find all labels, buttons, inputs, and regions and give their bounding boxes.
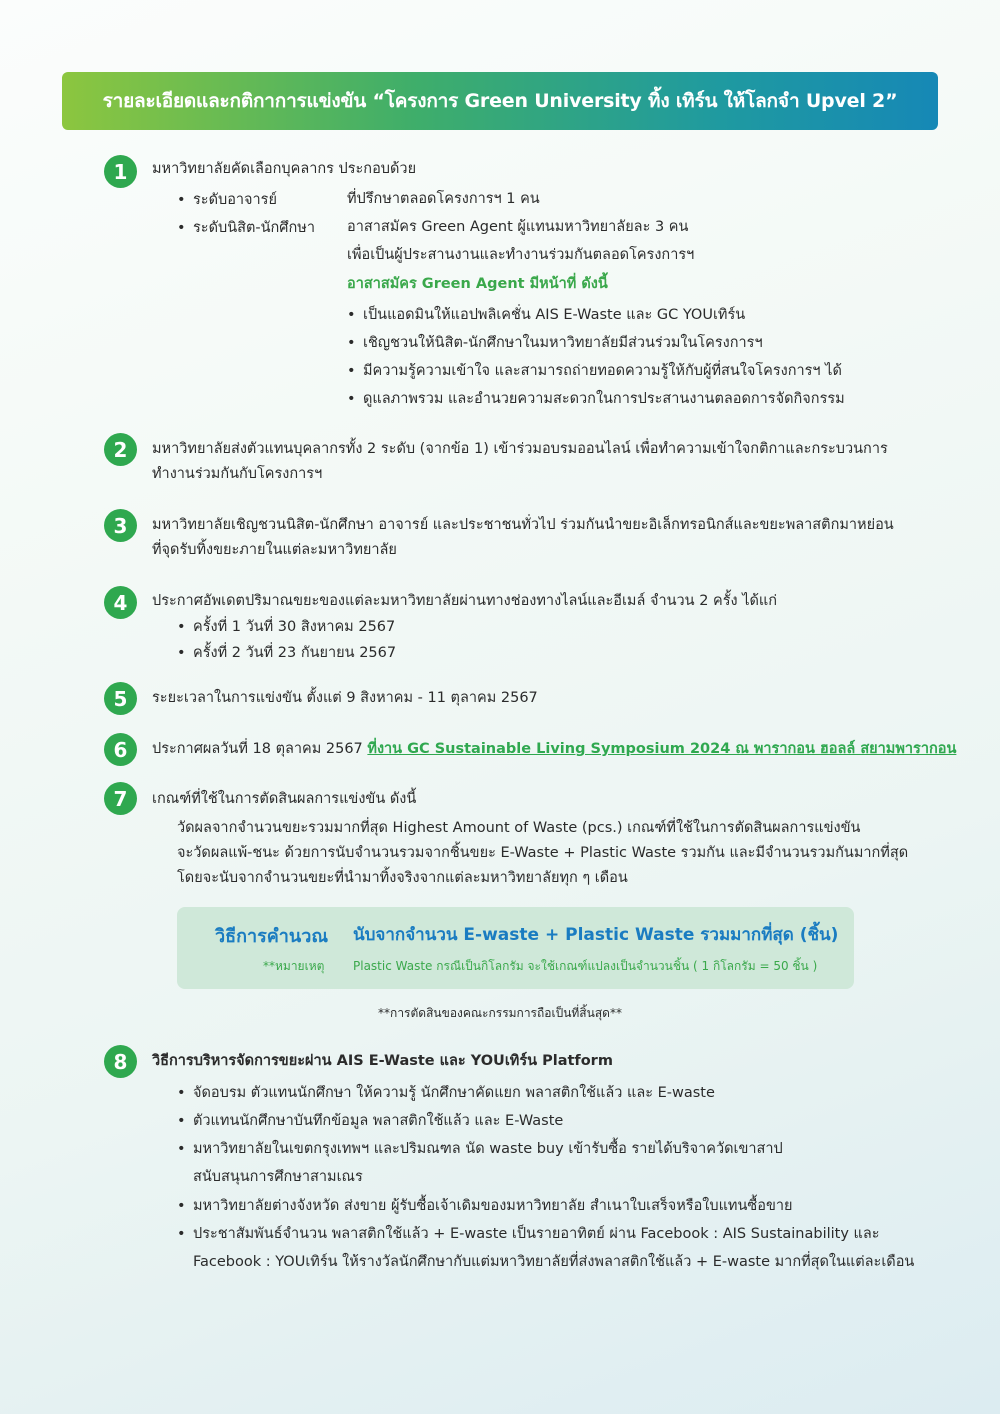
criteria-text: วัดผลจากจำนวนขยะรวมมากที่สุด Highest Amount of Waste (pcs.) เกณฑ์ที่ใช้ในการตัดสินผลการแข่งขัน bbox=[177, 820, 861, 836]
section-8-heading: วิธีการบริหารจัดการขยะผ่าน AIS E-Waste และ YOUเทิร์น Platform bbox=[152, 1053, 613, 1069]
step-number-4: 4 bbox=[104, 586, 137, 619]
duty-item: • เป็นแอดมินให้แอปพลิเคชั่น AIS E-Waste และ GC YOUเทิร์น bbox=[347, 301, 845, 329]
section-4-heading: ประกาศอัพเดตปริมาณขยะของแต่ละมหาวิทยาลัยผ่านทางช่องทางไลน์และอีเมล์ จำนวน 2 ครั้ง ได้แก่ bbox=[152, 593, 778, 609]
duty-item: • เชิญชวนให้นิสิต-นักศึกษาในมหาวิทยาลัยมีส่วนร่วมในโครงการฯ bbox=[347, 329, 845, 357]
duties-list bbox=[347, 301, 845, 413]
step-number-6: 6 bbox=[104, 733, 137, 766]
step-number-5: 5 bbox=[104, 682, 137, 715]
announcement-item: • ครั้งที่ 1 วันที่ 30 สิงหาคม 2567 bbox=[177, 614, 396, 640]
method-text: นับจากจำนวน E-waste + Plastic Waste รวมมากที่สุด (ชิ้น) bbox=[353, 925, 839, 945]
step-number-1: 1 bbox=[104, 155, 137, 188]
note-label: **หมายเหตุ bbox=[263, 959, 325, 973]
criteria-text: จะวัดผลแพ้-ชนะ ด้วยการนับจำนวนรวมจากชิ้นขยะ E-Waste + Plastic Waste รวมกัน และมีจำนวนรวมกันมากที่สุด bbox=[177, 845, 909, 861]
management-item: • จัดอบรม ตัวแทนนักศึกษา ให้ความรู้ นักศึกษาคัดแยก พลาสติกใช้แล้ว และ E-waste bbox=[177, 1079, 783, 1107]
roles-note: เพื่อเป็นผู้ประสานงานและทำงานร่วมกันตลอดโครงการฯ bbox=[347, 247, 695, 263]
step-number-8: 8 bbox=[104, 1045, 137, 1078]
duty-item: • มีความรู้ความเข้าใจ และสามารถถ่ายทอดความรู้ให้กับผู้ที่สนใจโครงการฯ ได้ bbox=[347, 357, 845, 385]
step-number-7: 7 bbox=[104, 782, 137, 815]
announcement-item: • ครั้งที่ 2 วันที่ 23 กันยายน 2567 bbox=[177, 640, 396, 666]
section-3-text: ที่จุดรับทิ้งขยะภายในแต่ละมหาวิทยาลัย bbox=[152, 542, 397, 558]
page-title: รายละเอียดและกติกาการแข่งขัน “โครงการ Green University ทิ้ง เทิร์น ให้โลกจำ Upvel 2” bbox=[102, 90, 898, 112]
role-level: • ระดับนิสิต-นักศึกษา bbox=[177, 214, 315, 242]
criteria-text: โดยจะนับจากจำนวนขยะที่นำมาทิ้งจริงจากแต่ละมหาวิทยาลัยทุก ๆ เดือน bbox=[177, 870, 628, 886]
calculation-method-box bbox=[177, 907, 854, 989]
duty-item: • ดูแลภาพรวม และอำนวยความสะดวกในการประสานงานตลอดการจัดกิจกรรม bbox=[347, 385, 845, 413]
section-1-roles bbox=[177, 186, 315, 242]
section-2-text: ทำงานร่วมกันกับโครงการฯ bbox=[152, 466, 323, 482]
section-5-text: ระยะเวลาในการแข่งขัน ตั้งแต่ 9 สิงหาคม - 11 ตุลาคม 2567 bbox=[152, 690, 538, 706]
role-level: • ระดับอาจารย์ bbox=[177, 186, 315, 214]
step-number-3: 3 bbox=[104, 509, 137, 542]
announce-date: ประกาศผลวันที่ 18 ตุลาคม 2567 bbox=[152, 741, 368, 757]
management-item-continued: Facebook : YOUเทิร์น ให้รางวัลนักศึกษากับแต่มหาวิทยาลัยที่ส่งพลาสติกใช้แล้ว + E-waste มากที่สุดในแต่ละเดือน bbox=[193, 1254, 915, 1270]
section-8-items-2 bbox=[177, 1192, 880, 1248]
method-label: วิธีการคำนวณ bbox=[215, 926, 329, 947]
management-item: • ประชาสัมพันธ์จำนวน พลาสติกใช้แล้ว + E-waste เป็นรายอาทิตย์ ผ่าน Facebook : AIS Sustainability และ bbox=[177, 1220, 880, 1248]
role-desc: ที่ปรึกษาตลอดโครงการฯ 1 คน bbox=[347, 191, 540, 207]
management-item: • มหาวิทยาลัยในเขตกรุงเทพฯ และปริมณฑล นัด waste buy เข้ารับซื้อ รายได้บริจาควัดเขาสาป bbox=[177, 1135, 783, 1163]
event-venue-link[interactable]: ที่งาน GC Sustainable Living Symposium 2024 ณ พารากอน ฮอลล์ สยามพารากอน bbox=[367, 741, 957, 757]
management-item: • มหาวิทยาลัยต่างจังหวัด ส่งขาย ผู้รับซื้อเจ้าเดิมของมหาวิทยาลัย สำเนาใบเสร็จหรือใบแทนซื้อขาย bbox=[177, 1192, 880, 1220]
section-8-items bbox=[177, 1079, 783, 1163]
role-desc: อาสาสมัคร Green Agent ผู้แทนมหาวิทยาลัยละ 3 คน bbox=[347, 219, 689, 235]
management-item: • ตัวแทนนักศึกษาบันทึกข้อมูล พลาสติกใช้แล้ว และ E-Waste bbox=[177, 1107, 783, 1135]
page-title-banner bbox=[62, 72, 938, 130]
section-6-text bbox=[152, 737, 956, 762]
management-item-continued: สนับสนุนการศึกษาสามเณร bbox=[193, 1169, 363, 1185]
note-text: Plastic Waste กรณีเป็นกิโลกรัม จะใช้เกณฑ์แปลงเป็นจำนวนชิ้น ( 1 กิโลกรัม = 50 ชิ้น ) bbox=[353, 959, 818, 973]
duties-title: อาสาสมัคร Green Agent มีหน้าที่ ดังนี้ bbox=[347, 276, 608, 292]
step-number-2: 2 bbox=[104, 433, 137, 466]
final-decision-note: **การตัดสินของคณะกรรมการถือเป็นที่สิ้นสุด** bbox=[378, 1006, 622, 1020]
section-2-text: มหาวิทยาลัยส่งตัวแทนบุคลากรทั้ง 2 ระดับ (จากข้อ 1) เข้าร่วมอบรมออนไลน์ เพื่อทำความเข้าใจกติกาและกระบวนการ bbox=[152, 441, 888, 457]
section-3-text: มหาวิทยาลัยเชิญชวนนิสิต-นักศึกษา อาจารย์ และประชาชนทั่วไป ร่วมกันนำขยะอิเล็กทรอนิกส์และขยะพลาสติกมาหย่อน bbox=[152, 517, 894, 533]
section-7-heading: เกณฑ์ที่ใช้ในการตัดสินผลการแข่งขัน ดังนี้ bbox=[152, 791, 417, 807]
section-1-heading: มหาวิทยาลัยคัดเลือกบุคลากร ประกอบด้วย bbox=[152, 161, 417, 177]
section-4-items bbox=[177, 614, 396, 666]
